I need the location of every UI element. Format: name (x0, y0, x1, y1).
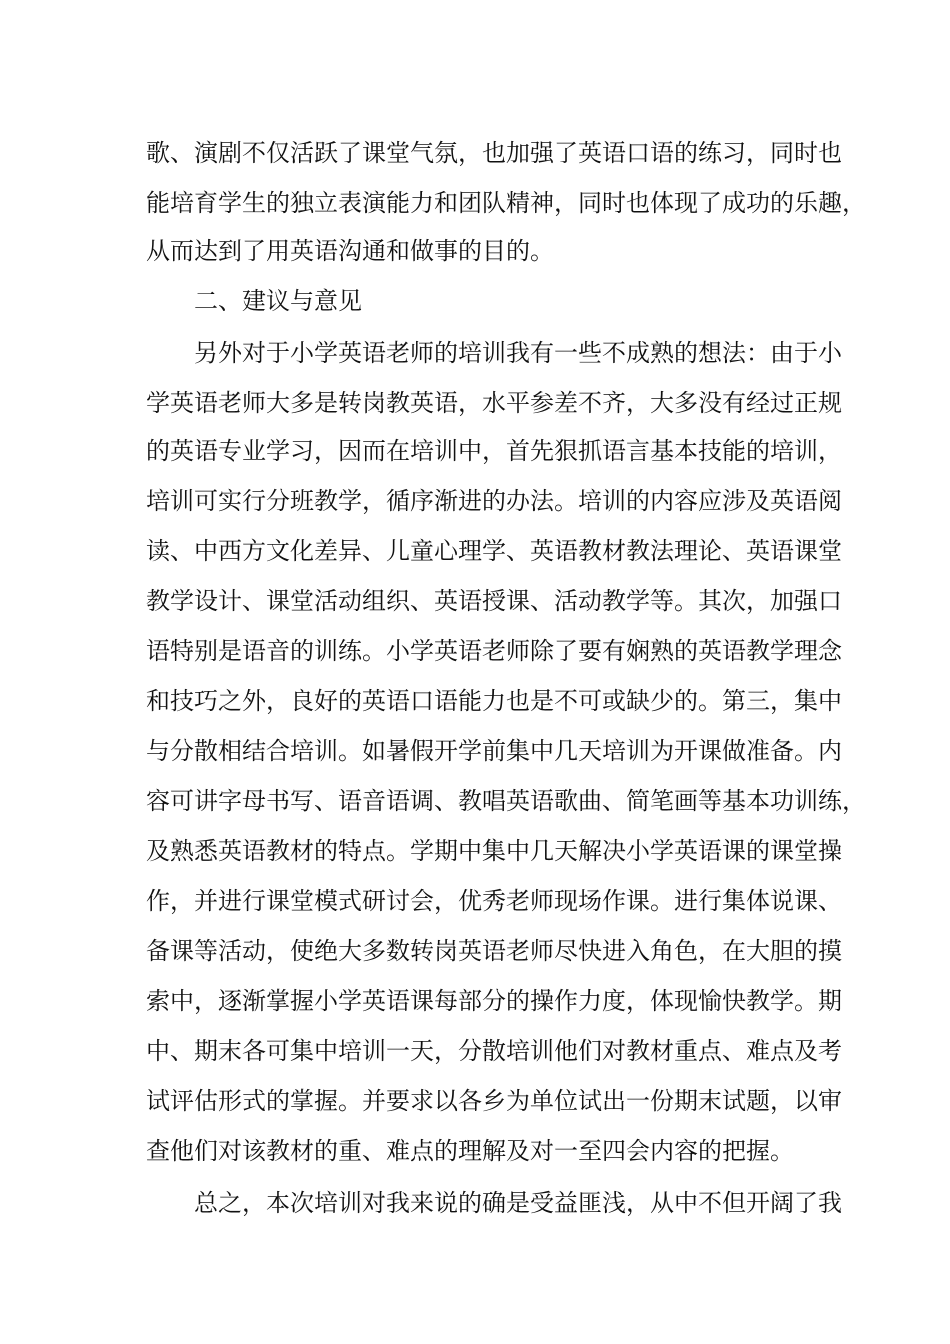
paragraph-line: 总之，本次培训对我来说的确是受益匪浅，从中不但开阔了我 (194, 1189, 842, 1217)
paragraph-line: 查他们对该教材的重、难点的理解及对一至四会内容的把握。 (146, 1137, 794, 1165)
paragraph-line: 索中，逐渐掌握小学英语课每部分的操作力度，体现愉快教学。期 (146, 987, 842, 1015)
paragraph-line: 试评估形式的掌握。并要求以各乡为单位试出一份期末试题，以审 (146, 1087, 842, 1115)
paragraph-line: 与分散相结合培训。如暑假开学前集中几天培训为开课做准备。内 (146, 737, 842, 765)
paragraph-line: 容可讲字母书写、语音语调、教唱英语歌曲、简笔画等基本功训练， (146, 787, 866, 815)
paragraph-line: 语特别是语音的训练。小学英语老师除了要有娴熟的英语教学理念 (146, 637, 842, 665)
paragraph-line: 能培育学生的独立表演能力和团队精神，同时也体现了成功的乐趣， (146, 189, 866, 217)
paragraph-line: 歌、演剧不仅活跃了课堂气氛，也加强了英语口语的练习，同时也 (146, 139, 842, 167)
paragraph-line: 读、中西方文化差异、儿童心理学、英语教材教法理论、英语课堂 (146, 537, 842, 565)
paragraph-line: 教学设计、课堂活动组织、英语授课、活动教学等。其次，加强口 (146, 587, 842, 615)
paragraph-line: 另外对于小学英语老师的培训我有一些不成熟的想法：由于小 (194, 339, 842, 367)
paragraph-line: 从而达到了用英语沟通和做事的目的。 (146, 237, 554, 265)
paragraph-line: 中、期末各可集中培训一天，分散培训他们对教材重点、难点及考 (146, 1037, 842, 1065)
paragraph-line: 的英语专业学习，因而在培训中，首先狠抓语言基本技能的培训， (146, 437, 842, 465)
paragraph-line: 作，并进行课堂模式研讨会，优秀老师现场作课。进行集体说课、 (146, 887, 842, 915)
section-heading: 二、建议与意见 (194, 287, 362, 315)
paragraph-line: 和技巧之外，良好的英语口语能力也是不可或缺少的。第三，集中 (146, 687, 842, 715)
paragraph-line: 及熟悉英语教材的特点。学期中集中几天解决小学英语课的课堂操 (146, 837, 842, 865)
paragraph-line: 培训可实行分班教学，循序渐进的办法。培训的内容应涉及英语阅 (146, 487, 842, 515)
paragraph-line: 学英语老师大多是转岗教英语，水平参差不齐，大多没有经过正规 (146, 389, 842, 417)
paragraph-line: 备课等活动，使绝大多数转岗英语老师尽快进入角色，在大胆的摸 (146, 937, 842, 965)
